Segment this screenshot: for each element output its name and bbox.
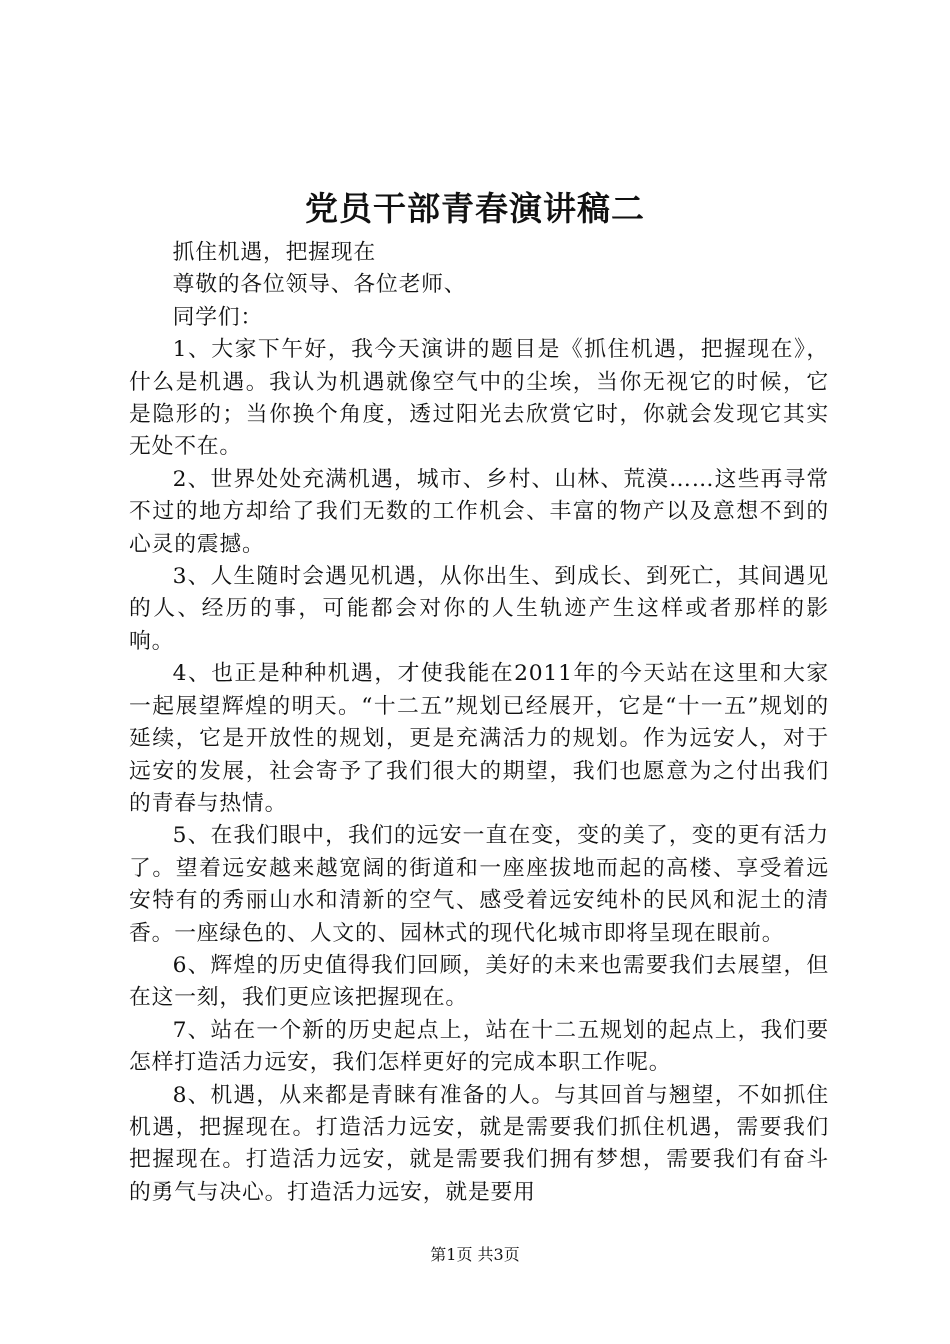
- paragraph-5: 5、在我们眼中，我们的远安一直在变，变的美了，变的更有活力了。望着远安越来越宽阔的街道和一座座拔地而起的高楼、享受着远安特有的秀丽山水和清新的空气、感受着远安纯朴的民风和泥土的清香。一座绿色的、人文的、园林式的现代化城市即将呈现在眼前。: [129, 823, 829, 946]
- paragraph-3: 3、人生随时会遇见机遇，从你出生、到成长、到死亡，其间遇见的人、经历的事，可能都会对你的人生轨迹产生这样或者那样的影响。: [129, 564, 829, 654]
- document-body: [129, 237, 829, 1209]
- paragraph-6: 6、辉煌的历史值得我们回顾，美好的未来也需要我们去展望，但在这一刻，我们更应该把握现在。: [129, 952, 829, 1011]
- paragraph-salutation-cont: 同学们：: [172, 304, 263, 330]
- paragraph-salutation: 尊敬的各位领导、各位老师、: [172, 272, 467, 298]
- document-title: 党员干部青春演讲稿二: [305, 189, 645, 228]
- paragraph-8: 8、机遇，从来都是青睐有准备的人。与其回首与翘望，不如抓住机遇，把握现在。打造活力远安，就是需要我们抓住机遇，需要我们把握现在。打造活力远安，就是需要我们拥有梦想，需要我们有奋斗的勇气与决心。打造活力远安，就是要用: [129, 1082, 829, 1205]
- paragraph-7: 7、站在一个新的历史起点上，站在十二五规划的起点上，我们要怎样打造活力远安，我们怎样更好的完成本职工作呢。: [129, 1017, 829, 1076]
- paragraph-4: 4、也正是种种机遇，才使我能在2011年的今天站在这里和大家一起展望辉煌的明天。“十二五”规划已经展开，它是“十一五”规划的延续，它是开放性的规划，更是充满活力的规划。作为远安人，对于远安的发展，社会寄予了我们很大的期望，我们也愿意为之付出我们的青春与热情。: [129, 661, 829, 816]
- page-footer: 第1页 共3页: [430, 1245, 520, 1264]
- paragraph-1: 1、大家下午好，我今天演讲的题目是《抓住机遇，把握现在》，什么是机遇。我认为机遇就像空气中的尘埃，当你无视它的时候，它是隐形的；当你换个角度，透过阳光去欣赏它时，你就会发现它其实无处不在。: [129, 337, 829, 460]
- paragraph-subtitle: 抓住机遇，把握现在: [172, 240, 376, 265]
- paragraph-2: 2、世界处处充满机遇，城市、乡村、山林、荒漠……这些再寻常不过的地方却给了我们无数的工作机会、丰富的物产以及意想不到的心灵的震撼。: [129, 466, 829, 557]
